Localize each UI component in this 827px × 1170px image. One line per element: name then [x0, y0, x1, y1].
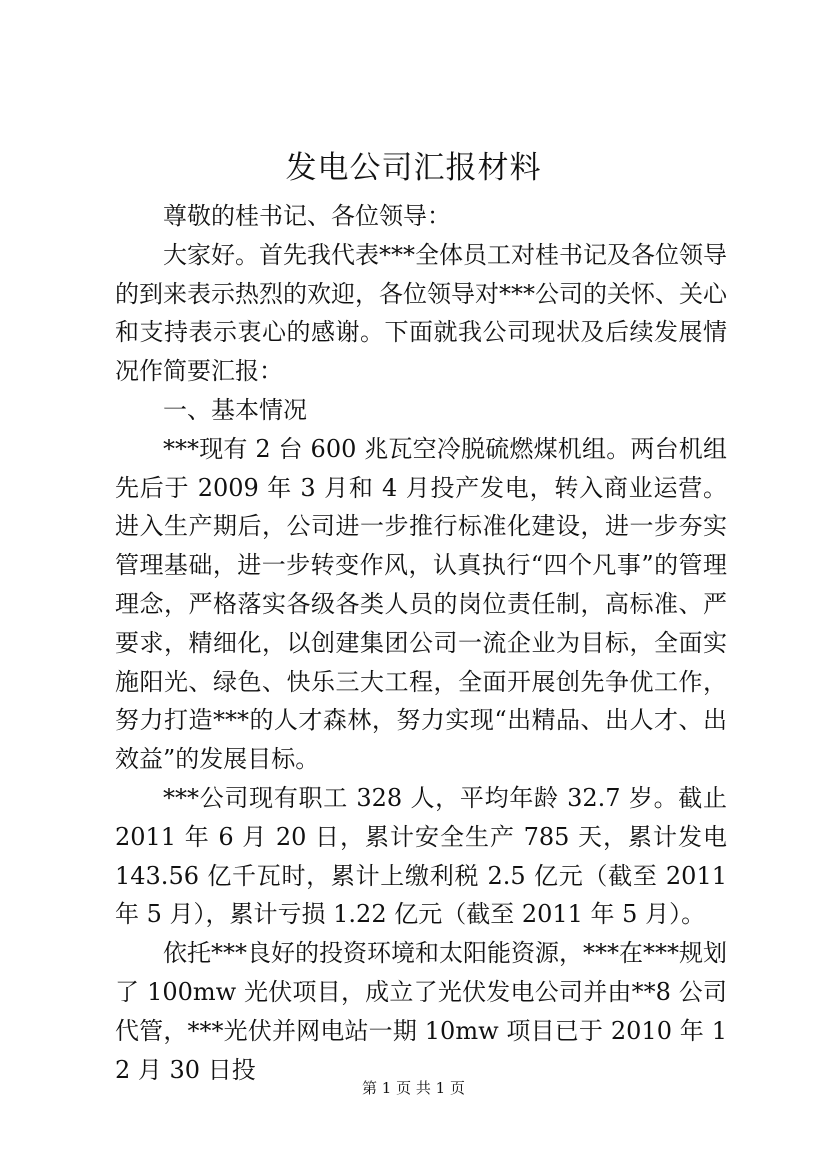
paragraph-staff-stats: ***公司现有职工 328 人，平均年龄 32.7 岁。截止 2011 年 6 月 20 日，累计安全生产 785 天，累计发电 143.56 亿千瓦时，累计上缴利税 2.5 亿元（截至 2011 年 5 月），累计亏损 1.22 亿元（截至 2011 年 5 月）。: [115, 783, 727, 929]
opening-paragraph: 大家好。首先我代表***全体员工对桂书记及各位领导的到来表示热烈的欢迎，各位领导对***公司的关怀、关心和支持表示衷心的感谢。下面就我公司现状及后续发展情况作简要汇报：: [115, 240, 727, 386]
paragraph-solar-project: 依托***良好的投资环境和太阳能资源，***在***规划了 100mw 光伏项目，成立了光伏发电公司并由**8 公司代管，***光伏并网电站一期 10mw 项目已于 2010 年 12 月 30 日投: [115, 939, 727, 1084]
section-heading: 一、基本情况: [163, 395, 307, 424]
document-body: [115, 197, 727, 1089]
salutation: 尊敬的桂书记、各位领导：: [163, 202, 451, 230]
page-footer: 第 1 页 共 1 页: [362, 1079, 465, 1097]
document-title: 发电公司汇报材料: [285, 150, 542, 186]
paragraph-overview: ***现有 2 台 600 兆瓦空冷脱硫燃煤机组。两台机组先后于 2009 年 3 月和 4 月投产发电，转入商业运营。进入生产期后，公司进一步推行标准化建设，进一步夯实管理基础，进一步转变作风，认真执行“四个凡事”的管理理念，严格落实各级各类人员的岗位责任制，高标准、严要求，精细化，以创建集团公司一流企业为目标，全面实施阳光、绿色、快乐三大工程，全面开展创先争优工作，努力打造***的人才森林，努力实现“出精品、出人才、出效益”的发展目标。: [115, 434, 727, 774]
